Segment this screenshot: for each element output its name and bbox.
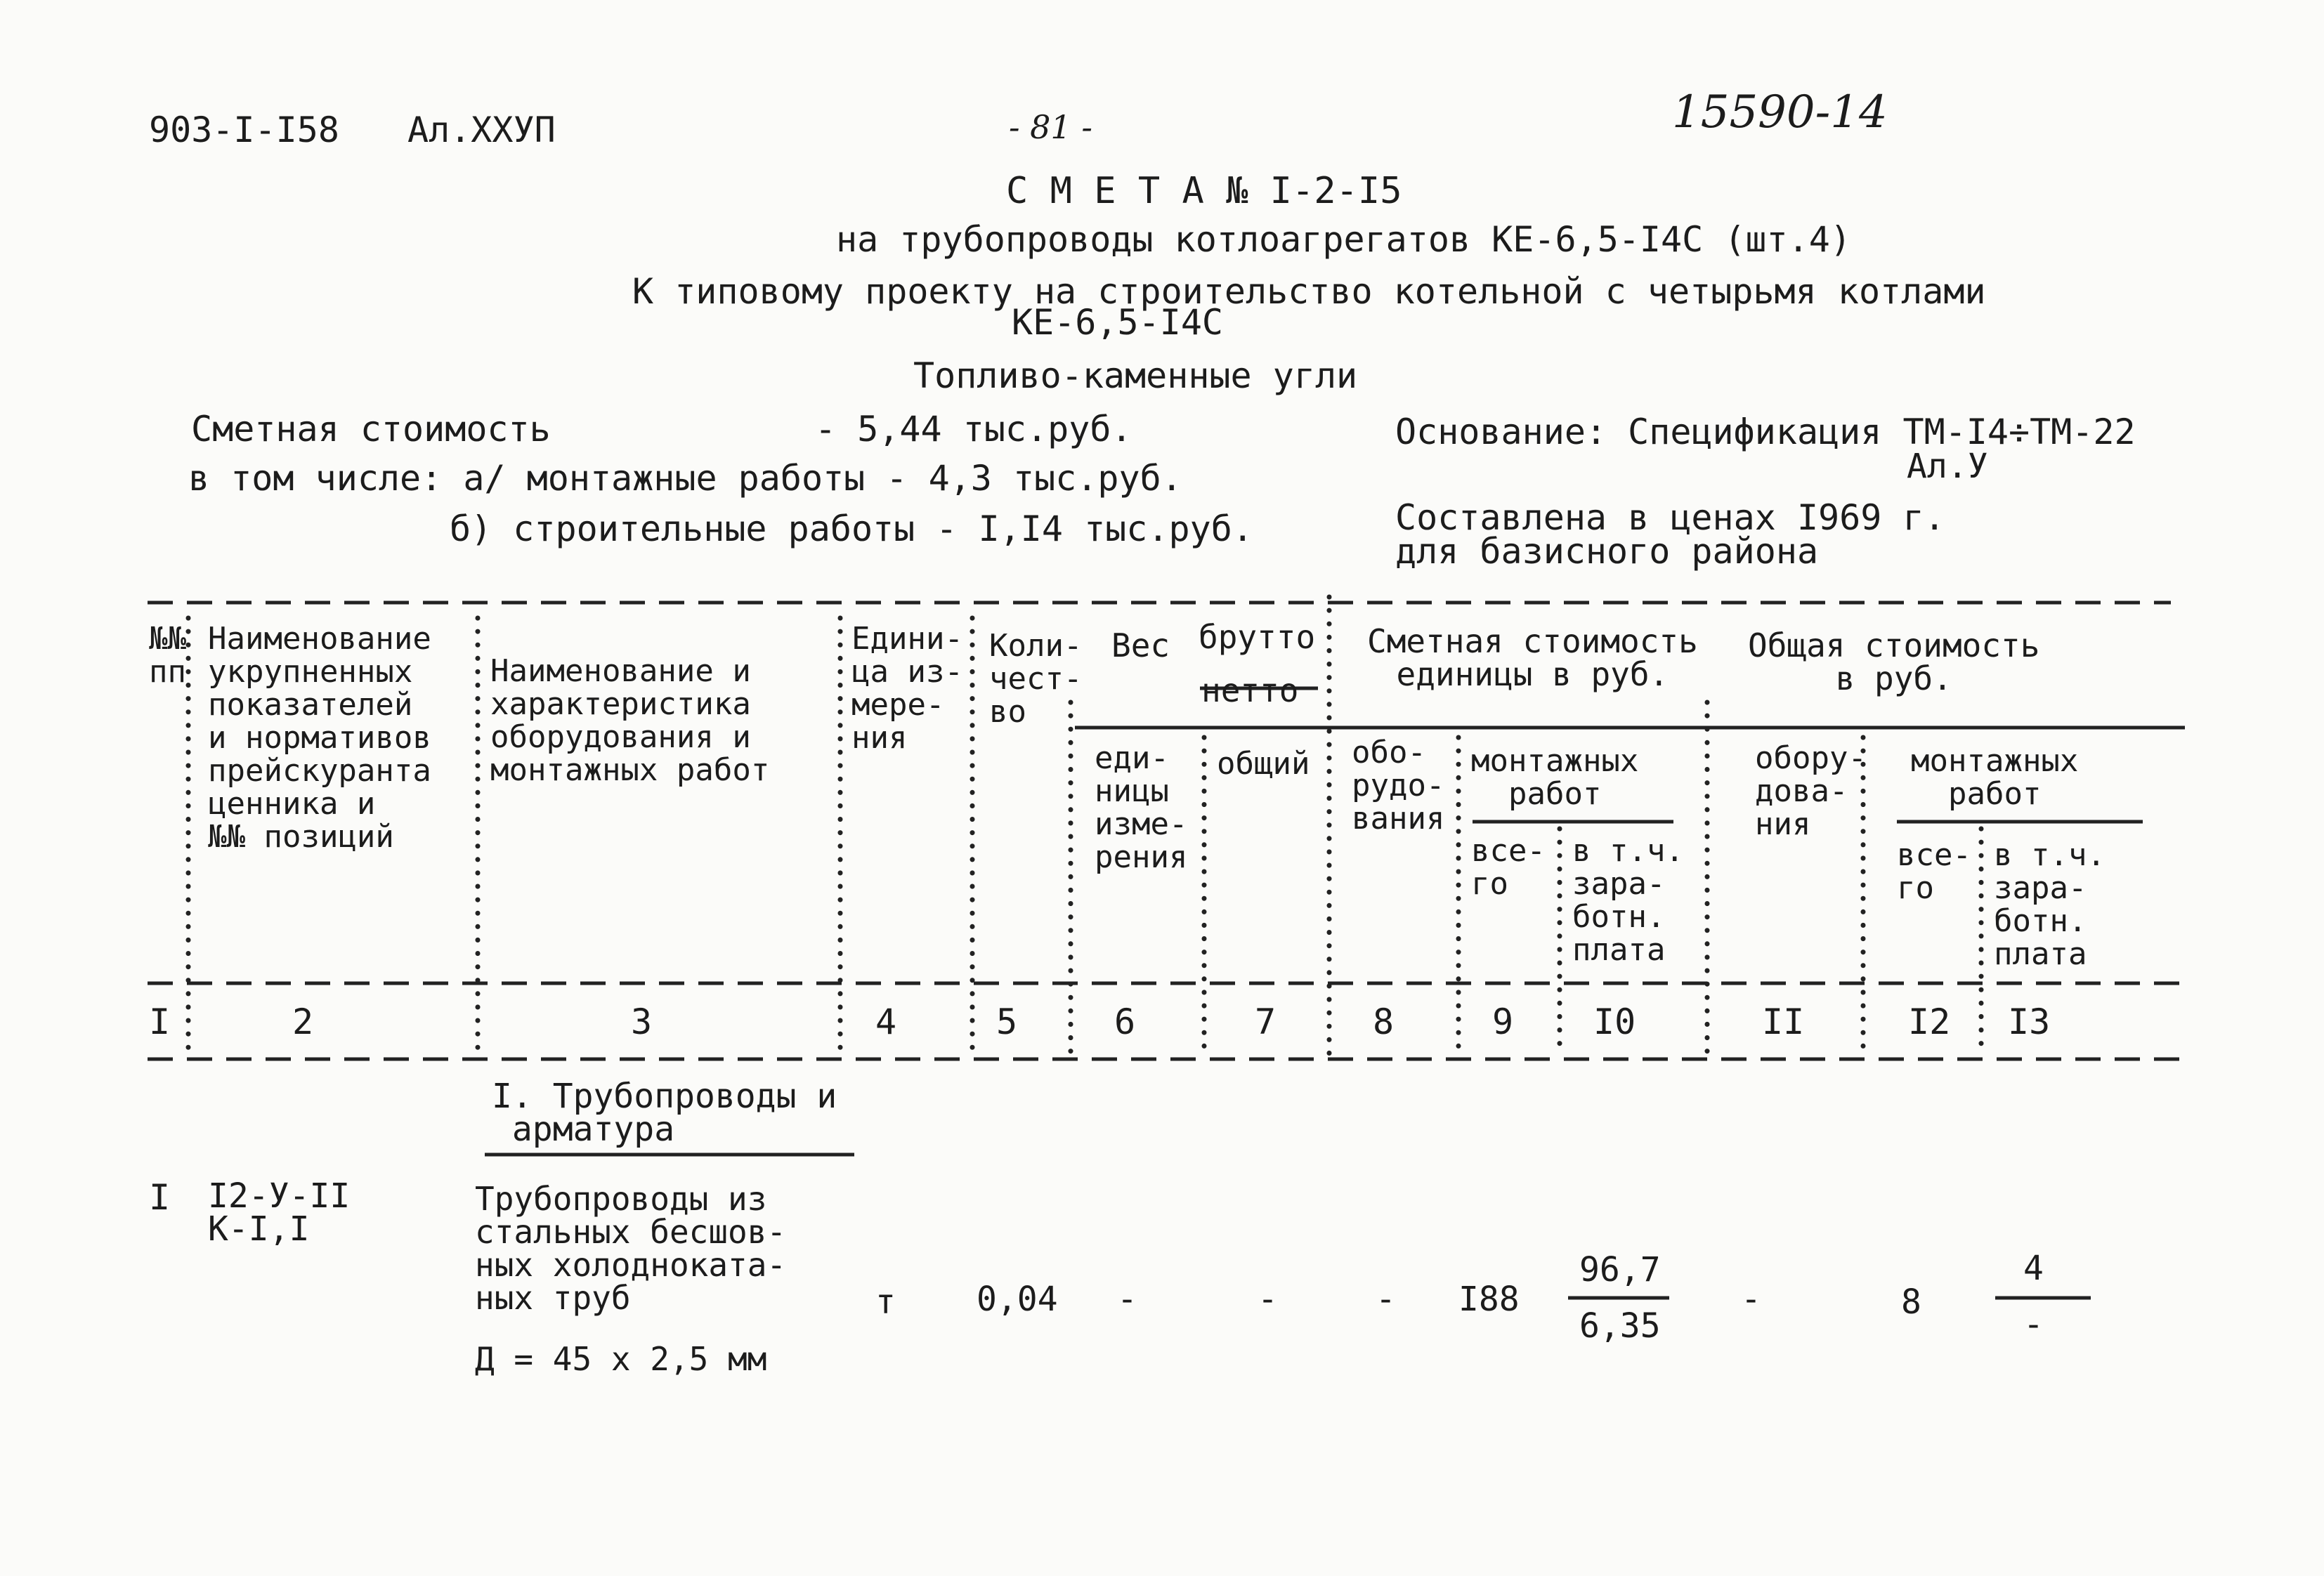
col-number-7: 7 (1255, 1002, 1277, 1042)
fuel-type: Топливо-каменные угли (913, 355, 1358, 396)
page-number: - 81 - (1009, 108, 1092, 146)
col-header-total-equipment: обору- дова- ния (1755, 740, 1867, 842)
col-header-weight-total: общий (1217, 746, 1310, 782)
basis-album: Ал.У (1907, 447, 1988, 486)
row-code: I2-У-II К-I,I (208, 1176, 351, 1249)
col-header-unit: Едини- ца из- мере- ния (851, 621, 963, 756)
basis-specification: Основание: Спецификация ТМ-I4÷ТМ-22 (1395, 412, 2136, 452)
row-unit: т (875, 1282, 896, 1322)
project-reference: К типовому проекту на строительство котельной с четырьмя котлами (632, 271, 1986, 312)
row-unit-mounting-wage-part: 6,35 (1579, 1306, 1661, 1346)
col-header-netto: нетто (1201, 671, 1299, 709)
col-header-equipment: Наименование и характеристика оборудования и монтажных работ (490, 653, 770, 788)
handwritten-number: 15590-14 (1672, 86, 1888, 138)
row-total-mounting-wage: 4 (2023, 1249, 2044, 1288)
col-header-total-mounting-wages: в т.ч. зара- ботн. плата (1994, 837, 2106, 972)
col-header-unit-mounting: монтажных работ (1471, 743, 1639, 812)
col-number-11: II (1762, 1002, 1805, 1042)
estimate-title: С М Е Т А № I-2-I5 (1006, 170, 1402, 212)
col-number-8: 8 (1373, 1002, 1395, 1042)
row-name: Трубопроводы из стальных бесшов- ных холодноката- ных труб (475, 1180, 787, 1317)
section-title: I. Трубопроводы и арматура (492, 1077, 837, 1149)
col-header-total-mounting: монтажных работ (1911, 743, 2079, 812)
row-unit-equipment: - (1376, 1280, 1396, 1319)
col-number-4: 4 (875, 1002, 897, 1042)
col-number-10: I0 (1593, 1002, 1636, 1042)
boiler-model: КЕ-6,5-I4С (1012, 302, 1224, 343)
col-header-unit-mounting-wages: в т.ч. зара- ботн. плата (1572, 833, 1684, 968)
row-weight-unit: - (1117, 1280, 1137, 1319)
row-spec: Д = 45 х 2,5 мм (475, 1340, 767, 1378)
cost-value: - 5,44 тыс.руб. (815, 409, 1132, 449)
col-number-13: I3 (2008, 1002, 2051, 1042)
col-number-5: 5 (996, 1002, 1018, 1042)
col-number-3: 3 (631, 1002, 653, 1042)
col-header-total-cost: Общая стоимость в руб. (1748, 626, 2040, 697)
row-weight-total: - (1258, 1280, 1278, 1319)
row-number: I (149, 1177, 171, 1218)
row-total-mounting: 8 (1901, 1282, 1921, 1322)
col-header-unit-mounting-total: все- го (1471, 833, 1546, 902)
mounting-cost: в том числе: а/ монтажные работы - 4,3 тыс.руб. (188, 458, 1182, 499)
col-header-quantity: Коли- чест- во (989, 628, 1083, 730)
col-header-indicators: Наименование укрупненных показателей и нормативов прейскуранта ценника и №№ позиций (208, 621, 431, 855)
col-header-unit-equipment: обо- рудо- вания (1352, 735, 1445, 836)
col-number-1: I (149, 1002, 171, 1042)
col-header-weight-unit: еди- ницы изме- рения (1095, 740, 1188, 875)
estimate-subject: на трубопроводы котлоагрегатов КЕ-6,5-I4С (шт.4) (836, 219, 1851, 260)
row-quantity: 0,04 (977, 1280, 1058, 1319)
col-header-weight: Вес (1111, 626, 1170, 664)
col-header-brutto: брутто (1199, 618, 1316, 656)
document-code: 903-I-I58 (149, 110, 339, 150)
row-unit-mounting-wage: 96,7 (1579, 1250, 1661, 1289)
construction-cost: б) строительные работы - I,I4 тыс.руб. (450, 508, 1253, 549)
price-year: Составлена в ценах I969 г. (1395, 497, 1945, 538)
row-total-mounting-wage-part: - (2023, 1305, 2044, 1344)
col-number-9: 9 (1492, 1002, 1514, 1042)
base-region: для базисного района (1395, 531, 1819, 572)
col-header-total-mounting-total: все- го (1897, 837, 1971, 906)
col-number-6: 6 (1114, 1002, 1136, 1042)
col-number-12: I2 (1908, 1002, 1951, 1042)
col-number-2: 2 (292, 1002, 314, 1042)
col-header-unit-cost: Сметная стоимость единицы в руб. (1367, 622, 1698, 693)
album-number: Ал.ХХУП (407, 110, 556, 150)
row-unit-mounting-total: I88 (1458, 1280, 1520, 1319)
col-header-number: №№ пп (149, 621, 186, 690)
cost-label: Сметная стоимость (191, 409, 551, 449)
row-total-equipment: - (1741, 1280, 1761, 1319)
